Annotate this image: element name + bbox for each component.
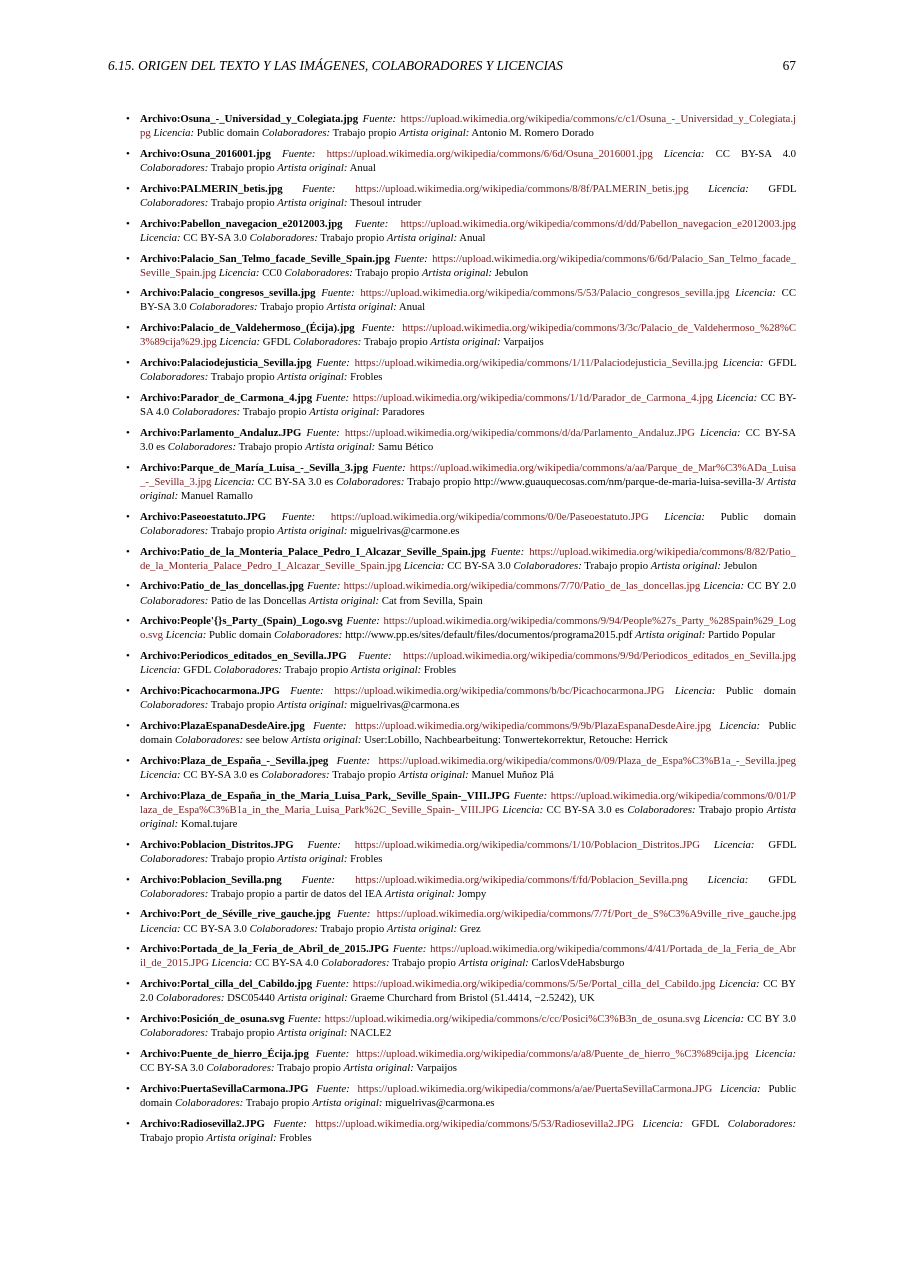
colaboradores-value: Trabajo propio [140,1131,204,1144]
licencia-label: Licencia: [218,266,260,279]
artista-value: Anual [459,231,486,244]
fuente-label: Fuente: [282,147,316,160]
licencia-value: Public domain [140,1082,797,1109]
source-link[interactable]: https://upload.wikimedia.org/wikipedia/commons/b/bc/Picachocarmona.JPG [334,685,665,698]
artista-value: NACLE2 [350,1027,392,1040]
colaboradores-value: Trabajo propio [210,196,275,209]
licencia-label: Licencia: [703,1013,745,1026]
artista-label: Artista original: [458,957,529,970]
artista-value: Manuel Ramallo [180,489,253,502]
licencia-value: Public domain [140,719,796,747]
licencia-value: GFDL [768,182,797,195]
artista-value: Frobles [350,852,383,865]
licencia-label: Licencia: [664,510,705,523]
file-name: Archivo:Poblacion_Distritos.JPG [140,838,294,851]
artista-label: Artista original: [309,406,380,419]
licencia-label: Licencia: [719,719,761,732]
artista-value: Paradores [382,406,425,419]
source-link[interactable]: https://upload.wikimedia.org/wikipedia/commons/6/6d/Palacio_San_Telmo_facade_Seville_Spain.jpg [140,252,796,279]
licencia-label: Licencia: [708,182,749,195]
artista-label: Artista original: [308,594,380,607]
licencia-label: Licencia: [140,664,181,677]
file-name: Archivo:Plaza_de_España_in_the_Maria_Luisa_Park,_Seville_Spain-_VIII.JPG [140,789,511,802]
artista-value: miguelrivas@carmona.es [385,1096,495,1109]
source-link[interactable]: https://upload.wikimedia.org/wikipedia/commons/3/3c/Palacio_de_Valdehermoso_%28%C3%89cija%29.jpg [140,322,796,349]
colaboradores-value: Trabajo propio [238,440,303,453]
fuente-label: Fuente: [354,217,389,230]
file-name: Archivo:Palacio_congresos_sevilla.jpg [140,287,316,300]
colaboradores-label: Colaboradores: [140,594,209,607]
artista-label: Artista original: [277,524,348,537]
artista-value: User:Lobillo, Nachbearbeitung: Tonwertekorrektur, Retouche: Herrick [364,734,668,747]
licencia-value: CC BY-SA 3.0 es [257,475,334,488]
fuente-label: Fuente: [361,322,396,335]
colaboradores-value: Trabajo propio [332,768,396,781]
licencia-label: Licencia: [707,873,749,886]
source-link[interactable]: https://upload.wikimedia.org/wikipedia/commons/9/9b/PlazaEspanaDesdeAire.jpg [355,719,712,732]
list-item [126,649,796,677]
artista-label: Artista original: [386,231,458,244]
licencia-value: GFDL [768,873,797,886]
fuente-label: Fuente: [336,754,371,767]
fuente-label: Fuente: [336,908,371,921]
artista-label: Artista original: [635,629,706,642]
list-item [126,545,796,573]
artista-label: Artista original: [430,336,501,349]
licencia-value: GFDL [262,336,291,349]
fuente-label: Fuente: [301,873,336,886]
list-item [126,461,796,503]
colaboradores-value: Trabajo propio [363,336,428,349]
licencia-value: CC BY-SA 4.0 [715,147,797,160]
licencia-value: GFDL [691,1117,720,1130]
licencia-label: Licencia: [718,978,760,991]
artista-label: Artista original: [140,803,796,830]
licencia-value: CC BY-SA 3.0 es [546,803,624,816]
colaboradores-value: Trabajo propio http://www.guauquecosas.com/nm/parque-de-maria-luisa-sevilla-3/ [407,475,764,488]
colaboradores-label: Colaboradores: [171,406,241,419]
licencia-label: Licencia: [674,685,716,698]
licencia-value: CC BY-SA 3.0 [447,559,511,572]
artista-value: Antonio M. Romero Dorado [471,127,594,140]
licencia-value: Public domain [196,127,260,140]
colaboradores-value: see below [245,734,289,747]
licencia-label: Licencia: [720,1082,761,1095]
artista-label: Artista original: [277,196,348,209]
licencia-value: CC BY-SA 4.0 [254,957,319,970]
artista-value: Jebulon [723,559,758,572]
licencia-label: Licencia: [403,559,445,572]
licencia-value: GFDL [768,357,797,370]
colaboradores-label: Colaboradores: [140,196,209,209]
colaboradores-value: Trabajo propio [210,161,275,174]
artista-label: Artista original: [277,699,348,712]
colaboradores-value: Trabajo propio [210,852,275,865]
file-name: Archivo:Palacio_de_Valdehermoso_(Écija).jpg [140,322,355,335]
licencia-value: CC BY-SA 3.0 [183,231,247,244]
colaboradores-value: Trabajo propio [260,301,324,314]
file-name: Archivo:Parador_de_Carmona_4.jpg [140,392,313,404]
source-link[interactable]: https://upload.wikimedia.org/wikipedia/commons/0/01/Plaza_de_Espa%C3%B1a_in_the_Maria_Luisa_Park%2C_Seville_Spain-_VIII.JPG [140,789,797,816]
licencia-value: CC BY-SA 3.0 [183,922,247,935]
artista-label: Artista original: [140,475,797,502]
fuente-label: Fuente: [315,978,350,991]
fuente-label: Fuente: [316,1082,350,1095]
colaboradores-label: Colaboradores: [140,1027,209,1040]
licencia-label: Licencia: [642,1117,684,1130]
colaboradores-label: Colaboradores: [167,440,237,453]
source-link[interactable]: https://upload.wikimedia.org/wikipedia/commons/8/8f/PALMERIN_betis.jpg [355,182,689,195]
source-link[interactable]: https://upload.wikimedia.org/wikipedia/commons/7/70/Patio_de_las_doncellas.jpg [343,580,701,593]
colaboradores-label: Colaboradores: [284,266,353,279]
colaboradores-value: Trabajo propio [210,699,275,712]
artista-label: Artista original: [386,922,458,935]
colaboradores-label: Colaboradores: [140,161,209,174]
fuente-label: Fuente: [513,789,548,802]
list-item [126,754,796,782]
licencia-label: Licencia: [755,1047,797,1060]
licencia-label: Licencia: [211,957,253,970]
source-link[interactable]: https://upload.wikimedia.org/wikipedia/commons/a/a8/Puente_de_hierro_%C3%89cija.jpg [356,1047,749,1060]
fuente-label: Fuente: [358,650,392,663]
fuente-label: Fuente: [490,545,525,558]
fuente-label: Fuente: [307,838,341,851]
colaboradores-label: Colaboradores: [140,852,209,865]
source-link[interactable]: https://upload.wikimedia.org/wikipedia/commons/c/cc/Posici%C3%B3n_de_osuna.svg [324,1013,701,1026]
artista-value: Partido Popular [708,629,776,642]
file-name: Archivo:People'{}s_Party_(Spain)_Logo.svg [140,615,343,628]
source-link[interactable]: https://upload.wikimedia.org/wikipedia/commons/4/41/Portada_de_la_Feria_de_Abril_de_2015.JPG [140,943,796,970]
list-item [126,252,796,280]
list-item [126,426,796,454]
file-name: Archivo:Radiosevilla2.JPG [140,1117,265,1130]
fuente-label: Fuente: [313,719,347,732]
licencia-label: Licencia: [716,392,758,404]
licencia-value: Public domain [720,510,797,523]
list-item [126,112,796,140]
colaboradores-label: Colaboradores: [261,127,331,140]
licencia-label: Licencia: [165,629,207,642]
colaboradores-value: Trabajo propio [698,803,764,816]
artista-label: Artista original: [326,301,397,314]
attribution-list [126,112,796,1152]
artista-value: Varpaijos [416,1062,457,1075]
list-item [126,147,796,175]
source-link[interactable]: https://upload.wikimedia.org/wikipedia/commons/9/94/People%27s_Party_%28Spain%29_Logo.svg [140,615,796,642]
file-name: Archivo:Osuna_-_Universidad_y_Colegiata.jpg [140,113,359,125]
list-item [126,579,796,607]
licencia-value: Public domain [208,629,272,642]
artista-value: CarlosVdeHabsburgo [531,957,625,970]
source-link[interactable]: https://upload.wikimedia.org/wikipedia/commons/c/c1/Osuna_-_Universidad_y_Colegiata.jpg [140,113,797,140]
colaboradores-label: Colaboradores: [249,231,318,244]
licencia-value: GFDL [183,664,211,677]
list-item [126,356,796,384]
source-link[interactable]: https://upload.wikimedia.org/wikipedia/commons/0/09/Plaza_de_Espa%C3%B1a_-_Sevilla.jpeg [378,754,797,767]
list-item [126,838,796,866]
colaboradores-label: Colaboradores: [321,957,390,970]
fuente-label: Fuente: [281,510,316,523]
fuente-label: Fuente: [321,287,355,300]
fuente-label: Fuente: [290,685,324,698]
colaboradores-label: Colaboradores: [140,524,209,537]
artista-label: Artista original: [277,371,348,384]
licencia-value: CC BY 3.0 [747,1013,797,1026]
list-item [126,217,796,245]
list-item [126,942,796,970]
colaboradores-label: Colaboradores: [336,475,405,488]
licencia-value: Public domain [725,685,797,698]
source-link[interactable]: https://upload.wikimedia.org/wikipedia/commons/1/11/Palaciodejusticia_Sevilla.jpg [354,357,719,370]
colaboradores-value: Trabajo propio [392,957,456,970]
licencia-label: Licencia: [713,838,755,851]
fuente-label: Fuente: [315,1047,350,1060]
artista-value: Manuel Muñoz Plá [471,768,554,781]
file-name: Archivo:Patio_de_la_Monteria_Palace_Pedro_I_Alcazar_Seville_Spain.jpg [140,545,486,558]
licencia-value: CC BY-SA 3.0 [140,287,797,314]
list-item [126,977,796,1005]
colaboradores-label: Colaboradores: [189,301,258,314]
licencia-label: Licencia: [140,231,181,244]
licencia-value: CC0 [262,266,282,279]
artista-label: Artista original: [277,992,348,1005]
source-link[interactable]: https://upload.wikimedia.org/wikipedia/commons/d/dd/Pabellon_navegacion_e2012003.jpg [400,217,796,230]
file-name: Archivo:Pabellon_navegacion_e2012003.jpg [140,217,343,230]
file-name: Archivo:Parlamento_Andaluz.JPG [140,426,302,439]
file-name: Archivo:Paseoestatuto.JPG [140,510,267,523]
artista-label: Artista original: [277,161,348,174]
artista-label: Artista original: [399,127,470,140]
colaboradores-value: Trabajo propio [242,406,307,419]
source-link[interactable]: https://upload.wikimedia.org/wikipedia/commons/f/fd/Poblacion_Sevilla.png [355,873,688,886]
artista-value: miguelrivas@carmona.es [350,699,460,712]
page-header [108,58,796,78]
source-link[interactable]: https://upload.wikimedia.org/wikipedia/commons/1/1d/Parador_de_Carmona_4.jpg [352,392,713,404]
colaboradores-label: Colaboradores: [140,887,209,900]
licencia-label: Licencia: [153,127,195,140]
licencia-value: CC BY-SA 4.0 [140,392,797,419]
file-name: Archivo:Portada_de_la_Feria_de_Abril_de_2015.JPG [140,943,390,956]
colaboradores-value: Trabajo propio [355,266,420,279]
source-link[interactable]: https://upload.wikimedia.org/wikipedia/commons/d/da/Parlamento_Andaluz.JPG [344,426,695,439]
list-item [126,789,796,831]
list-item [126,719,796,747]
list-item [126,321,796,349]
file-name: Archivo:Poblacion_Sevilla.png [140,873,282,886]
fuente-label: Fuente: [302,182,336,195]
artista-value: Anual [349,161,376,174]
colaboradores-label: Colaboradores: [140,699,209,712]
artista-value: Varpaijos [503,336,544,349]
licencia-value: CC BY 2.0 [140,978,797,1005]
list-item [126,286,796,314]
list-item [126,614,796,642]
file-name: Archivo:Palacio_San_Telmo_facade_Seville_Spain.jpg [140,252,390,265]
artista-value: Jompy [457,887,487,900]
artista-value: Komal.tujare [180,817,238,830]
artista-label: Artista original: [398,768,469,781]
artista-label: Artista original: [650,559,721,572]
file-name: Archivo:Puente_de_hierro_Écija.jpg [140,1047,309,1060]
fuente-label: Fuente: [315,392,350,404]
file-name: Archivo:Parque_de_María_Luisa_-_Sevilla_3.jpg [140,461,369,474]
fuente-label: Fuente: [306,580,341,593]
fuente-label: Fuente: [287,1013,322,1026]
artista-value: Frobles [279,1131,312,1144]
list-item [126,391,796,419]
list-item [126,1117,796,1145]
artista-label: Artista original: [305,440,376,453]
artista-value: Grez [459,922,481,935]
source-link[interactable]: https://upload.wikimedia.org/wikipedia/commons/6/6d/Osuna_2016001.jpg [326,147,653,160]
file-name: Archivo:Plaza_de_España_-_Sevilla.jpeg [140,754,329,767]
colaboradores-value: http://www.pp.es/sites/default/files/documentos/programa2015.pdf [345,629,633,642]
artista-value: Jebulon [494,266,529,279]
colaboradores-label: Colaboradores: [627,803,696,816]
file-name: Archivo:PuertaSevillaCarmona.JPG [140,1082,309,1095]
artista-label: Artista original: [291,734,362,747]
colaboradores-value: Trabajo propio [332,127,397,140]
artista-value: Frobles [350,371,383,384]
file-name: Archivo:PALMERIN_betis.jpg [140,182,283,195]
source-link[interactable]: https://upload.wikimedia.org/wikipedia/commons/0/0e/Paseoestatuto.JPG [330,510,649,523]
source-link[interactable]: https://upload.wikimedia.org/wikipedia/commons/5/5e/Portal_cilla_del_Cabildo.jpg [352,978,716,991]
page-number: 67 [782,58,796,73]
licencia-label: Licencia: [663,147,705,160]
artista-value: Cat from Sevilla, Spain [381,594,483,607]
colaboradores-label: Colaboradores: [274,629,343,642]
artista-value: Anual [398,301,426,314]
source-link[interactable]: https://upload.wikimedia.org/wikipedia/commons/8/82/Patio_de_la_Monteria_Palace_Pedro_I_Alcazar_Seville_Spain.jpg [140,545,796,572]
file-name: Archivo:PlazaEspanaDesdeAire.jpg [140,719,305,732]
source-link[interactable]: https://upload.wikimedia.org/wikipedia/commons/1/10/Poblacion_Distritos.JPG [354,838,701,851]
colaboradores-value: Trabajo propio [320,231,385,244]
licencia-value: CC BY-SA 3.0 es [140,426,797,453]
colaboradores-label: Colaboradores: [513,559,582,572]
colaboradores-value: Patio de las Doncellas [210,594,307,607]
colaboradores-label: Colaboradores: [727,1117,797,1130]
list-item [126,1047,796,1075]
file-name: Archivo:Palaciodejusticia_Sevilla.jpg [140,357,312,370]
colaboradores-label: Colaboradores: [174,1096,244,1109]
licencia-label: Licencia: [699,426,741,439]
artista-value: Graeme Churchard from Bristol (51.4414, −2.5242), UK [350,992,595,1005]
file-name: Archivo:Port_de_Séville_rive_gauche.jpg [140,908,331,921]
fuente-label: Fuente: [394,252,428,265]
source-link[interactable]: https://upload.wikimedia.org/wikipedia/commons/5/53/Radiosevilla2.JPG [315,1117,635,1130]
fuente-label: Fuente: [306,426,340,439]
fuente-label: Fuente: [362,113,397,125]
colaboradores-value: Trabajo propio [584,559,649,572]
colaboradores-value: Trabajo propio [210,524,275,537]
colaboradores-label: Colaboradores: [261,768,330,781]
colaboradores-value: Trabajo propio [210,371,275,384]
colaboradores-value: Trabajo propio [277,1062,341,1075]
artista-label: Artista original: [384,887,455,900]
source-link[interactable]: https://upload.wikimedia.org/wikipedia/commons/9/9d/Periodicos_editados_en_Sevilla.jpg [402,650,797,663]
file-name: Archivo:Posición_de_osuna.svg [140,1013,285,1026]
licencia-label: Licencia: [703,580,745,593]
colaboradores-value: DSC05440 [227,992,275,1005]
colaboradores-value: Trabajo propio a partir de datos del IEA [210,887,383,900]
licencia-label: Licencia: [735,287,776,300]
colaboradores-value: Trabajo propio [320,922,385,935]
licencia-value: CC BY-SA 3.0 es [183,768,259,781]
file-name: Archivo:Patio_de_las_doncellas.jpg [140,580,304,593]
licencia-value: CC BY-SA 3.0 [140,1062,204,1075]
list-item [126,182,796,210]
colaboradores-value: Trabajo propio [245,1096,310,1109]
colaboradores-label: Colaboradores: [213,664,282,677]
colaboradores-value: Trabajo propio [284,664,349,677]
colaboradores-label: Colaboradores: [140,371,209,384]
list-item [126,684,796,712]
licencia-value: GFDL [768,838,797,851]
file-name: Archivo:Portal_cilla_del_Cabildo.jpg [140,978,313,991]
list-item [126,907,796,935]
file-name: Archivo:Picachocarmona.JPG [140,685,280,698]
colaboradores-label: Colaboradores: [206,1062,275,1075]
colaboradores-label: Colaboradores: [174,734,244,747]
colaboradores-label: Colaboradores: [293,336,362,349]
artista-label: Artista original: [421,266,493,279]
artista-value: Thesoul intruder [349,196,422,209]
fuente-label: Fuente: [346,615,380,628]
artista-value: miguelrivas@carmone.es [350,524,460,537]
fuente-label: Fuente: [316,357,350,370]
colaboradores-label: Colaboradores: [156,992,225,1005]
artista-value: Samu Bético [377,440,434,453]
source-link[interactable]: https://upload.wikimedia.org/wikipedia/commons/a/ae/PuertaSevillaCarmona.JPG [357,1082,713,1095]
licencia-label: Licencia: [722,357,764,370]
colaboradores-value: Trabajo propio [210,1027,275,1040]
artista-label: Artista original: [312,1096,383,1109]
file-name: Archivo:Periodicos_editados_en_Sevilla.JPG [140,650,347,663]
list-item [126,873,796,901]
list-item [126,510,796,538]
source-link[interactable]: https://upload.wikimedia.org/wikipedia/commons/7/7f/Port_de_S%C3%A9ville_rive_gauche.jpg [376,908,797,921]
licencia-value: CC BY 2.0 [747,580,797,593]
list-item [126,1012,796,1040]
licencia-label: Licencia: [140,768,181,781]
running-title: 6.15. ORIGEN DEL TEXTO Y LAS IMÁGENES, COLABORADORES Y LICENCIAS [108,58,563,73]
artista-label: Artista original: [343,1062,414,1075]
artista-label: Artista original: [277,1027,348,1040]
source-link[interactable]: https://upload.wikimedia.org/wikipedia/commons/5/53/Palacio_congresos_sevilla.jpg [360,287,730,300]
artista-label: Artista original: [277,852,348,865]
file-name: Archivo:Osuna_2016001.jpg [140,147,271,160]
source-link[interactable]: https://upload.wikimedia.org/wikipedia/commons/a/aa/Parque_de_Mar%C3%ADa_Luisa_-_Sevilla_3.jpg [140,461,797,488]
artista-value: Frobles [423,664,457,677]
fuente-label: Fuente: [273,1117,307,1130]
artista-label: Artista original: [350,664,422,677]
colaboradores-label: Colaboradores: [249,922,318,935]
licencia-label: Licencia: [502,803,544,816]
fuente-label: Fuente: [372,461,406,474]
list-item [126,1082,796,1110]
licencia-label: Licencia: [219,336,261,349]
artista-label: Artista original: [206,1131,277,1144]
fuente-label: Fuente: [392,943,427,956]
licencia-label: Licencia: [214,475,255,488]
licencia-label: Licencia: [140,922,181,935]
